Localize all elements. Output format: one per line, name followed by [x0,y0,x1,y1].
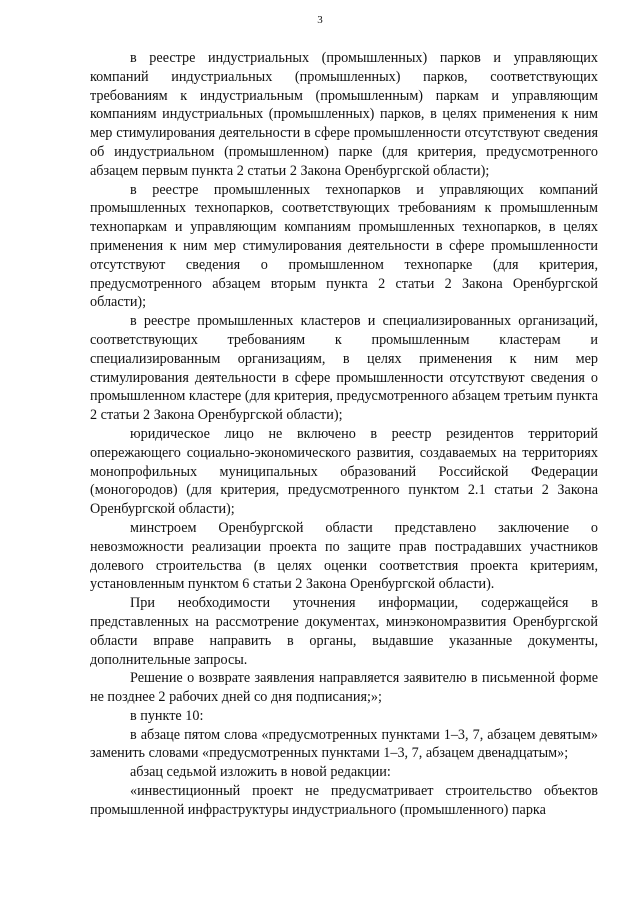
paragraph-investment-project-quote: «инвестиционный проект не предусматривает строительство объектов промышленной инфраструктуры индустриального (промышленного) парка [90,783,598,818]
page-number: 3 [317,14,323,26]
paragraph-additional-requests: При необходимости уточнения информации, содержащейся в представленных на рассмотрение документах, минэкономразвития Оренбургской области вправе направить в органы, выдавшие указанные документы, дополнительные запросы. [90,595,598,668]
paragraph-seventh-abzac-new-edition: абзац седьмой изложить в новой редакции: [130,764,391,781]
paragraph-return-decision: Решение о возврате заявления направляется заявителю в письменной форме не позднее 2 рабочих дней со дня подписания;»; [90,670,598,706]
paragraph-clusters-registry: в реестре промышленных кластеров и специализированных организаций, соответствующих требованиям к промышленным кластерам и специализированным организациям, в целях применения к ним мер стимулирования деятельности в сфере промышленности отсутствуют сведения о промышленном кластере (для критерия, предусмотренного абзацем третьим пункта 2 статьи 2 Закона Оренбургской области); [90,313,598,424]
paragraph-fifth-abzac-amendment: в абзаце пятом слова «предусмотренных пунктами 1–3, 7, абзацем девятым» заменить словами «предусмотренных пунктами 1–3, 7, абзацем двенадцатым»; [90,726,598,762]
paragraph-tor-residents-registry: юридическое лицо не включено в реестр резидентов территорий опережающего социально-экономического развития, создаваемых на территориях монопрофильных муниципальных образований Российской Федерации (моногородов) (для критерия, предусмотренного пунктом 2.1 статьи 2 Закона Оренбургской области); [90,425,598,518]
document-body [90,49,598,820]
paragraph-technoparks-registry: в реестре промышленных технопарков и управляющих компаний промышленных технопарков, соответствующих требованиям к промышленным технопаркам и управляющим компаниям промышленных технопарков, в целях применения к ним мер стимулирования деятельности в сфере промышленности отсутствуют сведения о промышленном технопарке (для критерия, предусмотренного абзацем вторым пункта 2 статьи 2 Закона Оренбургской области); [90,181,598,311]
paragraph-point-10: в пункте 10: [130,707,204,724]
paragraph-minstroy-conclusion: минстроем Оренбургской области представлено заключение о невозможности реализации проекта по защите прав пострадавших участников долевого строительства (в целях оценки соответствия проекта критериям, установленным пунктом 6 статьи 2 Закона Оренбургской области). [90,519,598,593]
paragraph-industrial-parks-registry: в реестре индустриальных (промышленных) парков и управляющих компаний индустриальных (промышленных) парков, соответствующих требованиям к индустриальным (промышленным) паркам и управляющим компаниям индустриальных (промышленных) парков, в целях применения к ним мер стимулирования деятельности в сфере промышленности отсутствуют сведения об индустриальном (промышленном) парке (для критерия, предусмотренного абзацем первым пункта 2 статьи 2 Закона Оренбургской области); [90,50,598,179]
